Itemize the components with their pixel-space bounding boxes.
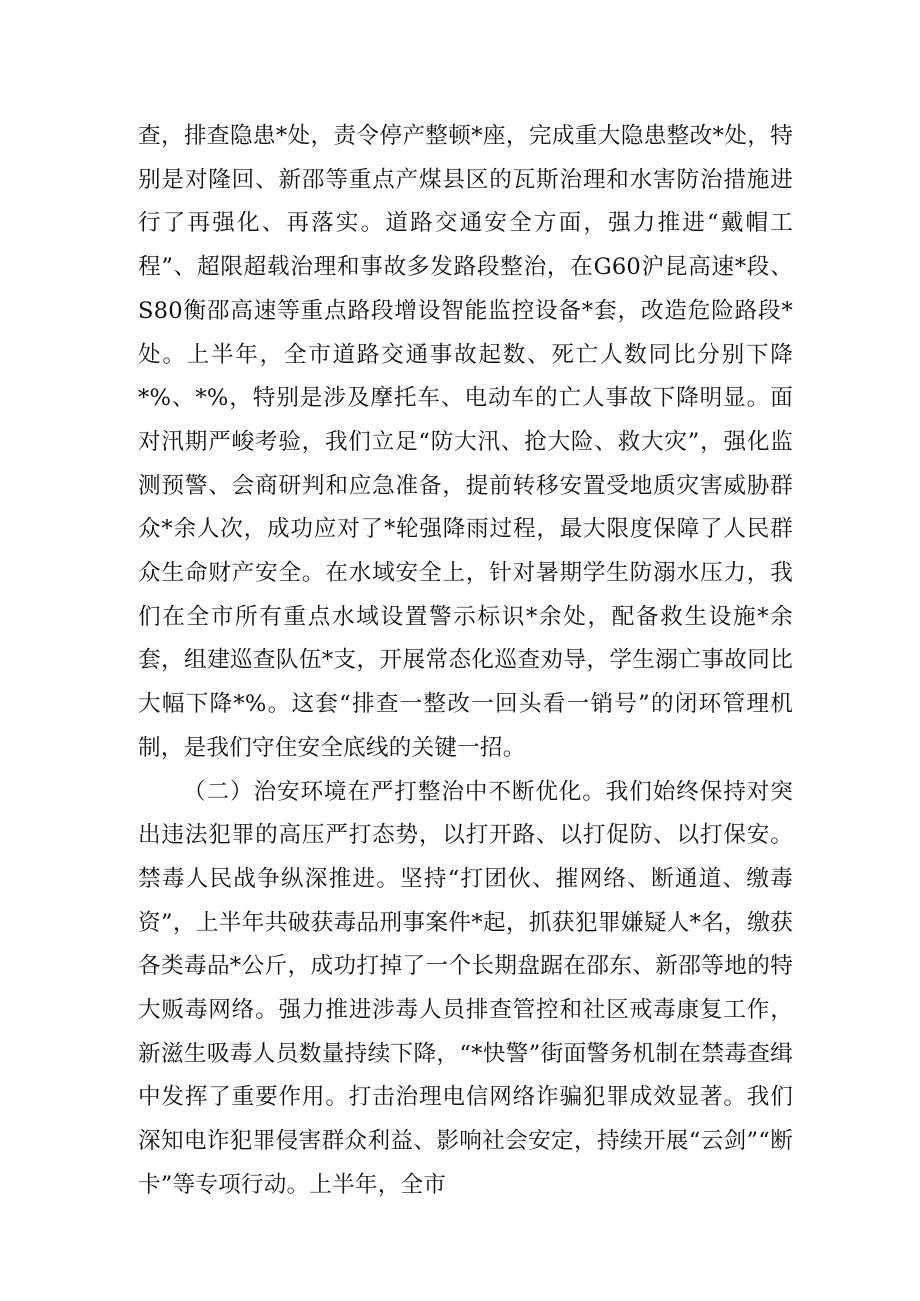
paragraph-safety-production: 查，排查隐患*处，责令停产整顿*座，完成重大隐患整改*处，特别是对隆回、新邵等重点产煤县区的瓦斯治理和水害防治措施进行了再强化、再落实。道路交通安全方面，强力推进“戴帽工程”、超限超载治理和事故多发路段整治，在G60沪昆高速*段、S80衡邵高速等重点路段增设智能监控设备*套，改造危险路段*处。上半年，全市道路交通事故起数、死亡人数同比分别下降*%、*%，特别是涉及摩托车、电动车的亡人事故下降明显。面对汛期严峻考验，我们立足“防大汛、抢大险、救大灾”，强化监测预警、会商研判和应急准备，提前转移安置受地质灾害威胁群众*余人次，成功应对了*轮强降雨过程，最大限度保障了人民群众生命财产安全。在水域安全上，针对暑期学生防溺水压力，我们在全市所有重点水域设置警示标识*余处，配备救生设施*余套，组建巡查队伍*支，开展常态化巡查劝导，学生溺亡事故同比大幅下降*%。这套“排查一整改一回头看一销号”的闭环管理机制，是我们守住安全底线的关键一招。 [138,123,793,761]
document-body [138,115,793,1208]
paragraph-public-security: （二）治安环境在严打整治中不断优化。我们始终保持对突出违法犯罪的高压严打态势，以打开路、以打促防、以打保安。禁毒人民战争纵深推进。坚持“打团伙、摧网络、断通道、缴毒资”，上半年共破获毒品刑事案件*起，抓获犯罪嫌疑人*名，缴获各类毒品*公斤，成功打掉了一个长期盘踞在邵东、新邵等地的特大贩毒网络。强力推进涉毒人员排查管控和社区戒毒康复工作，新滋生吸毒人员数量持续下降，“*快警”街面警务机制在禁毒查缉中发挥了重要作用。打击治理电信网络诈骗犯罪成效显著。我们深知电诈犯罪侵害群众利益、影响社会安定，持续开展“云剑”“断卡”等专项行动。上半年，全市 [138,778,793,1198]
